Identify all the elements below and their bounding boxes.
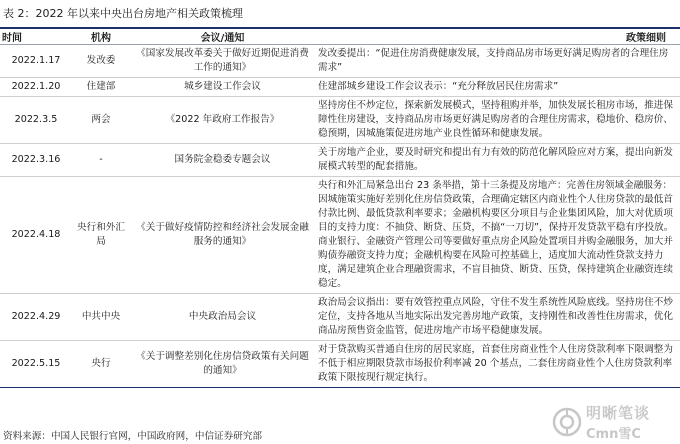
table-row bbox=[0, 45, 680, 78]
cell-detail: 关于房地产企业，要及时研究和提出有力有效的防范化解风险应对方案，提出向新发展模式转型的配套措施。 bbox=[315, 144, 680, 177]
header-org: 机构 bbox=[72, 28, 130, 45]
cell-doc: 《关于做好疫情防控和经济社会发展金融服务的通知》 bbox=[130, 177, 315, 294]
source-note: 资料来源：中国人民银行官网，中国政府网，中信证券研究部 bbox=[3, 431, 263, 442]
watermark-text: 明晰笔谈 bbox=[586, 404, 651, 422]
cell-doc: 国务院金稳委专题会议 bbox=[130, 144, 315, 177]
cell-time: 2022.3.5 bbox=[0, 97, 72, 144]
cell-time: 2022.3.16 bbox=[0, 144, 72, 177]
header-time: 时间 bbox=[0, 28, 72, 45]
header-doc: 会议/通知 bbox=[130, 28, 315, 45]
cell-detail: 对于贷款购买普通自住房的居民家庭，首套住房商业性个人住房贷款利率下限调整为不低于相应期限贷款市场报价利率减 20 个基点，二套住房商业性个人住房贷款利率政策下限按现行规定执行。 bbox=[315, 341, 680, 388]
cell-time: 2022.4.29 bbox=[0, 294, 72, 341]
cell-org: 央行 bbox=[72, 341, 130, 388]
cell-doc: 《关于调整差别化住房信贷政策有关问题的通知》 bbox=[130, 341, 315, 388]
table-title: 表 2：2022 年以来中央出台房地产相关政策梳理 bbox=[3, 7, 243, 20]
cell-doc: 城乡建设工作会议 bbox=[130, 78, 315, 97]
cell-time: 2022.4.18 bbox=[0, 177, 72, 294]
cell-org: - bbox=[72, 144, 130, 177]
table-row bbox=[0, 97, 680, 144]
table-header-row bbox=[0, 28, 680, 45]
policy-table bbox=[0, 27, 680, 388]
table-row bbox=[0, 78, 680, 97]
table-row bbox=[0, 294, 680, 341]
cell-org: 中共中央 bbox=[72, 294, 130, 341]
cell-time: 2022.1.20 bbox=[0, 78, 72, 97]
watermark bbox=[552, 404, 672, 440]
table-row bbox=[0, 177, 680, 294]
cell-detail: 住建部城乡建设工作会议表示：“充分释放居民住房需求” bbox=[315, 78, 680, 97]
cell-org: 发改委 bbox=[72, 45, 130, 78]
cell-detail: 坚持房住不炒定位，探索新发展模式，坚持租购并举，加快发展长租房市场，推进保障性住房建设，支持商品房市场更好满足购房者的合理住房需求，稳地价、稳房价、稳预期，因城施策促进房地产业良性循环和健康发展。 bbox=[315, 97, 680, 144]
cell-doc: 《2022 年政府工作报告》 bbox=[130, 97, 315, 144]
watermark-subtext: Cmn雪C bbox=[586, 427, 641, 442]
cell-doc: 中央政治局会议 bbox=[130, 294, 315, 341]
cell-org: 央行和外汇局 bbox=[72, 177, 130, 294]
cell-detail: 央行和外汇局紧急出台 23 条举措，第十三条提及房地产：完善住房领域金融服务：因城施策实施好差别化住房信贷政策，合理确定辖区内商业性个人住房贷款的最低首付款比例、最低贷款利率要求；金融机构要区分项目与企业集团风险，加大对优质项目的支持力度：不抽贷、断贷、压贷，不搞“一刀切”，保持开发贷款平稳有序投放。商业银行、金融资产管理公司等要做好重点房企风险处置项目并购金融服务，加大并购债券融资支持力度；金融机构要在风险可控基础上，适度加大流动性贷款支持力度，满足建筑企业合理融资需求，不盲目抽贷、断贷、压贷，保持建筑企业融资连续稳定。 bbox=[315, 177, 680, 294]
cell-detail: 发改委提出：“促进住房消费健康发展，支持商品房市场更好满足购房者的合理住房需求” bbox=[315, 45, 680, 78]
table-row bbox=[0, 144, 680, 177]
table-row bbox=[0, 341, 680, 388]
cell-doc: 《国家发展改革委关于做好近期促进消费工作的通知》 bbox=[130, 45, 315, 78]
cell-org: 住建部 bbox=[72, 78, 130, 97]
cell-org: 两会 bbox=[72, 97, 130, 144]
watermark-logo-icon bbox=[552, 407, 582, 437]
header-detail: 政策细则 bbox=[315, 28, 680, 45]
cell-detail: 政治局会议指出：要有效管控重点风险，守住不发生系统性风险底线。坚持房住不炒定位，支持各地从当地实际出发完善房地产政策，支持刚性和改善性住房需求，优化商品房预售资金监管，促进房地产市场平稳健康发展。 bbox=[315, 294, 680, 341]
cell-time: 2022.1.17 bbox=[0, 45, 72, 78]
cell-time: 2022.5.15 bbox=[0, 341, 72, 388]
